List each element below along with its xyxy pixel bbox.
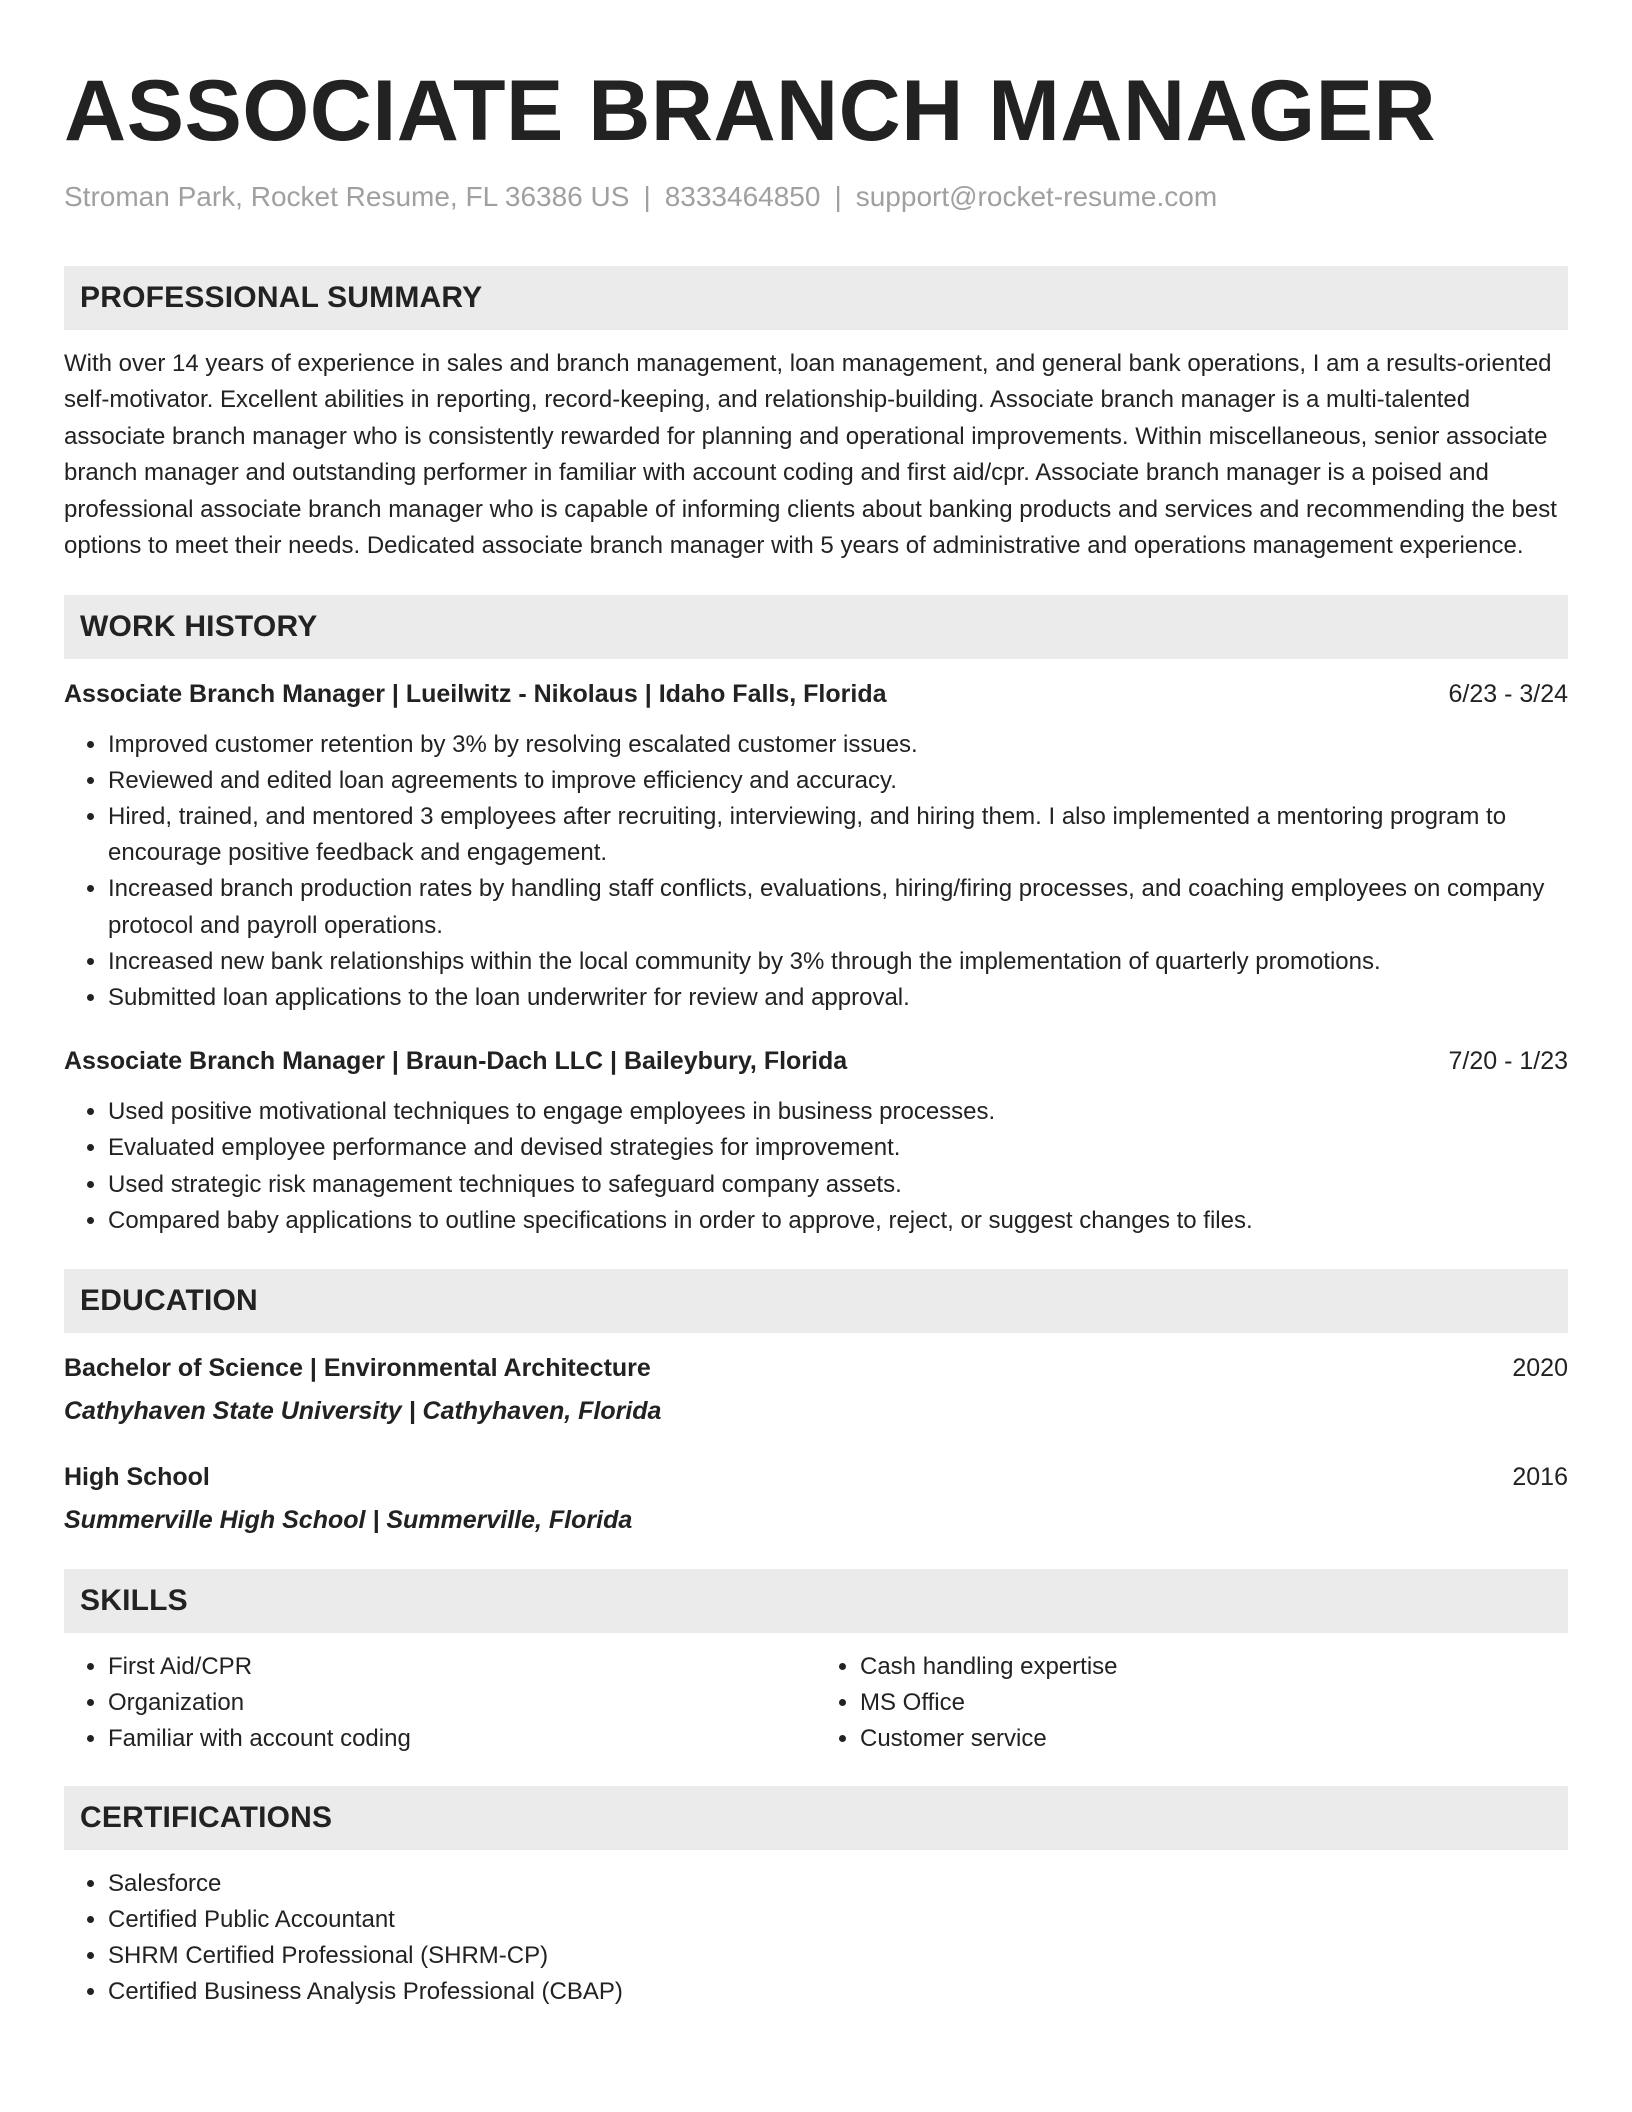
list-item: • Compared baby applications to outline specifications in order to approve, reject, or suggest changes to files. bbox=[108, 1203, 1568, 1239]
job-header bbox=[64, 679, 1568, 709]
list-item: • Customer service bbox=[860, 1721, 1568, 1757]
education-year: 2020 bbox=[1512, 1354, 1568, 1383]
list-item: • Evaluated employee performance and devised strategies for improvement. bbox=[108, 1130, 1568, 1166]
job-entry bbox=[64, 1046, 1568, 1239]
resume-title: ASSOCIATE BRANCH MANAGER bbox=[64, 63, 1437, 159]
education-entry bbox=[64, 1353, 1568, 1426]
contact-separator: | bbox=[643, 181, 651, 212]
list-item: • Increased new bank relationships within the local community by 3% through the implementation of quarterly promotions. bbox=[108, 944, 1568, 980]
list-item: • MS Office bbox=[860, 1685, 1568, 1721]
job-bullets bbox=[64, 727, 1568, 1017]
list-item: • Hired, trained, and mentored 3 employees after recruiting, interviewing, and hiring them. I also implemented a mentoring program to encourage positive feedback and engagement. bbox=[108, 799, 1568, 871]
education-degree: Bachelor of Science | Environmental Architecture bbox=[64, 1354, 651, 1383]
list-item: • Increased branch production rates by handling staff conflicts, evaluations, hiring/firing processes, and coaching employees on company protocol and payroll operations. bbox=[108, 871, 1568, 943]
job-dates: 6/23 - 3/24 bbox=[1448, 679, 1568, 708]
list-item: • Submitted loan applications to the loan underwriter for review and approval. bbox=[108, 980, 1568, 1016]
list-item: • Familiar with account coding bbox=[108, 1721, 816, 1757]
list-item: • First Aid/CPR bbox=[108, 1649, 816, 1685]
list-item: • Certified Public Accountant bbox=[108, 1902, 1568, 1938]
list-item: • Salesforce bbox=[108, 1866, 1568, 1902]
list-item: • Used positive motivational techniques to engage employees in business processes. bbox=[108, 1094, 1568, 1130]
education-school: Summerville High School | Summerville, Florida bbox=[64, 1506, 633, 1535]
job-bullets bbox=[64, 1094, 1568, 1239]
education-entry bbox=[64, 1462, 1568, 1535]
list-item: • Improved customer retention by 3% by resolving escalated customer issues. bbox=[108, 727, 1568, 763]
education-school: Cathyhaven State University | Cathyhaven, Florida bbox=[64, 1397, 662, 1426]
section-heading-skills: SKILLS bbox=[64, 1569, 1568, 1633]
job-title: Associate Branch Manager | Braun-Dach LLC | Baileybury, Florida bbox=[64, 1047, 848, 1076]
education-degree: High School bbox=[64, 1463, 210, 1492]
certifications-list bbox=[64, 1866, 1568, 2011]
contact-phone: 8333464850 bbox=[664, 181, 821, 212]
skills-column-left bbox=[64, 1649, 816, 1758]
skills-column-right bbox=[816, 1649, 1568, 1758]
section-heading-work: WORK HISTORY bbox=[64, 595, 1568, 659]
job-dates: 7/20 - 1/23 bbox=[1448, 1047, 1568, 1076]
education-year: 2016 bbox=[1512, 1463, 1568, 1492]
list-item: • Certified Business Analysis Professional (CBAP) bbox=[108, 1974, 1568, 2010]
list-item: • SHRM Certified Professional (SHRM-CP) bbox=[108, 1938, 1568, 1974]
list-item: • Cash handling expertise bbox=[860, 1649, 1568, 1685]
section-heading-education: EDUCATION bbox=[64, 1269, 1568, 1333]
job-header bbox=[64, 1046, 1568, 1076]
contact-separator: | bbox=[834, 181, 842, 212]
section-heading-certifications: CERTIFICATIONS bbox=[64, 1786, 1568, 1850]
contact-line bbox=[64, 180, 1568, 214]
education-header bbox=[64, 1353, 1568, 1383]
job-title: Associate Branch Manager | Lueilwitz - Nikolaus | Idaho Falls, Florida bbox=[64, 679, 887, 708]
contact-address: Stroman Park, Rocket Resume, FL 36386 US bbox=[64, 181, 630, 212]
list-item: • Reviewed and edited loan agreements to improve efficiency and accuracy. bbox=[108, 763, 1568, 799]
list-item: • Organization bbox=[108, 1685, 816, 1721]
list-item: • Used strategic risk management techniques to safeguard company assets. bbox=[108, 1167, 1568, 1203]
section-heading-summary: PROFESSIONAL SUMMARY bbox=[64, 266, 1568, 330]
summary-text: With over 14 years of experience in sales and branch management, loan management, and general bank operations, I am a results-oriented self-motivator. Excellent abilities in reporting, record-keeping, and relationship-building. Associate branch manager is a multi-talented associate branch manager who is consistently rewarded for planning and operational improvements. Within miscellaneous, senior associate branch manager and outstanding performer in familiar with account coding and first aid/cpr. Associate branch manager is a poised and professional associate branch manager who is capable of informing clients about banking products and services and recommending the best options to meet their needs. Dedicated associate branch manager with 5 years of administrative and operations management experience. bbox=[64, 349, 1557, 560]
education-header bbox=[64, 1462, 1568, 1492]
job-entry bbox=[64, 679, 1568, 1017]
contact-email: support@rocket-resume.com bbox=[855, 181, 1218, 212]
skills-list bbox=[64, 1649, 1568, 1758]
